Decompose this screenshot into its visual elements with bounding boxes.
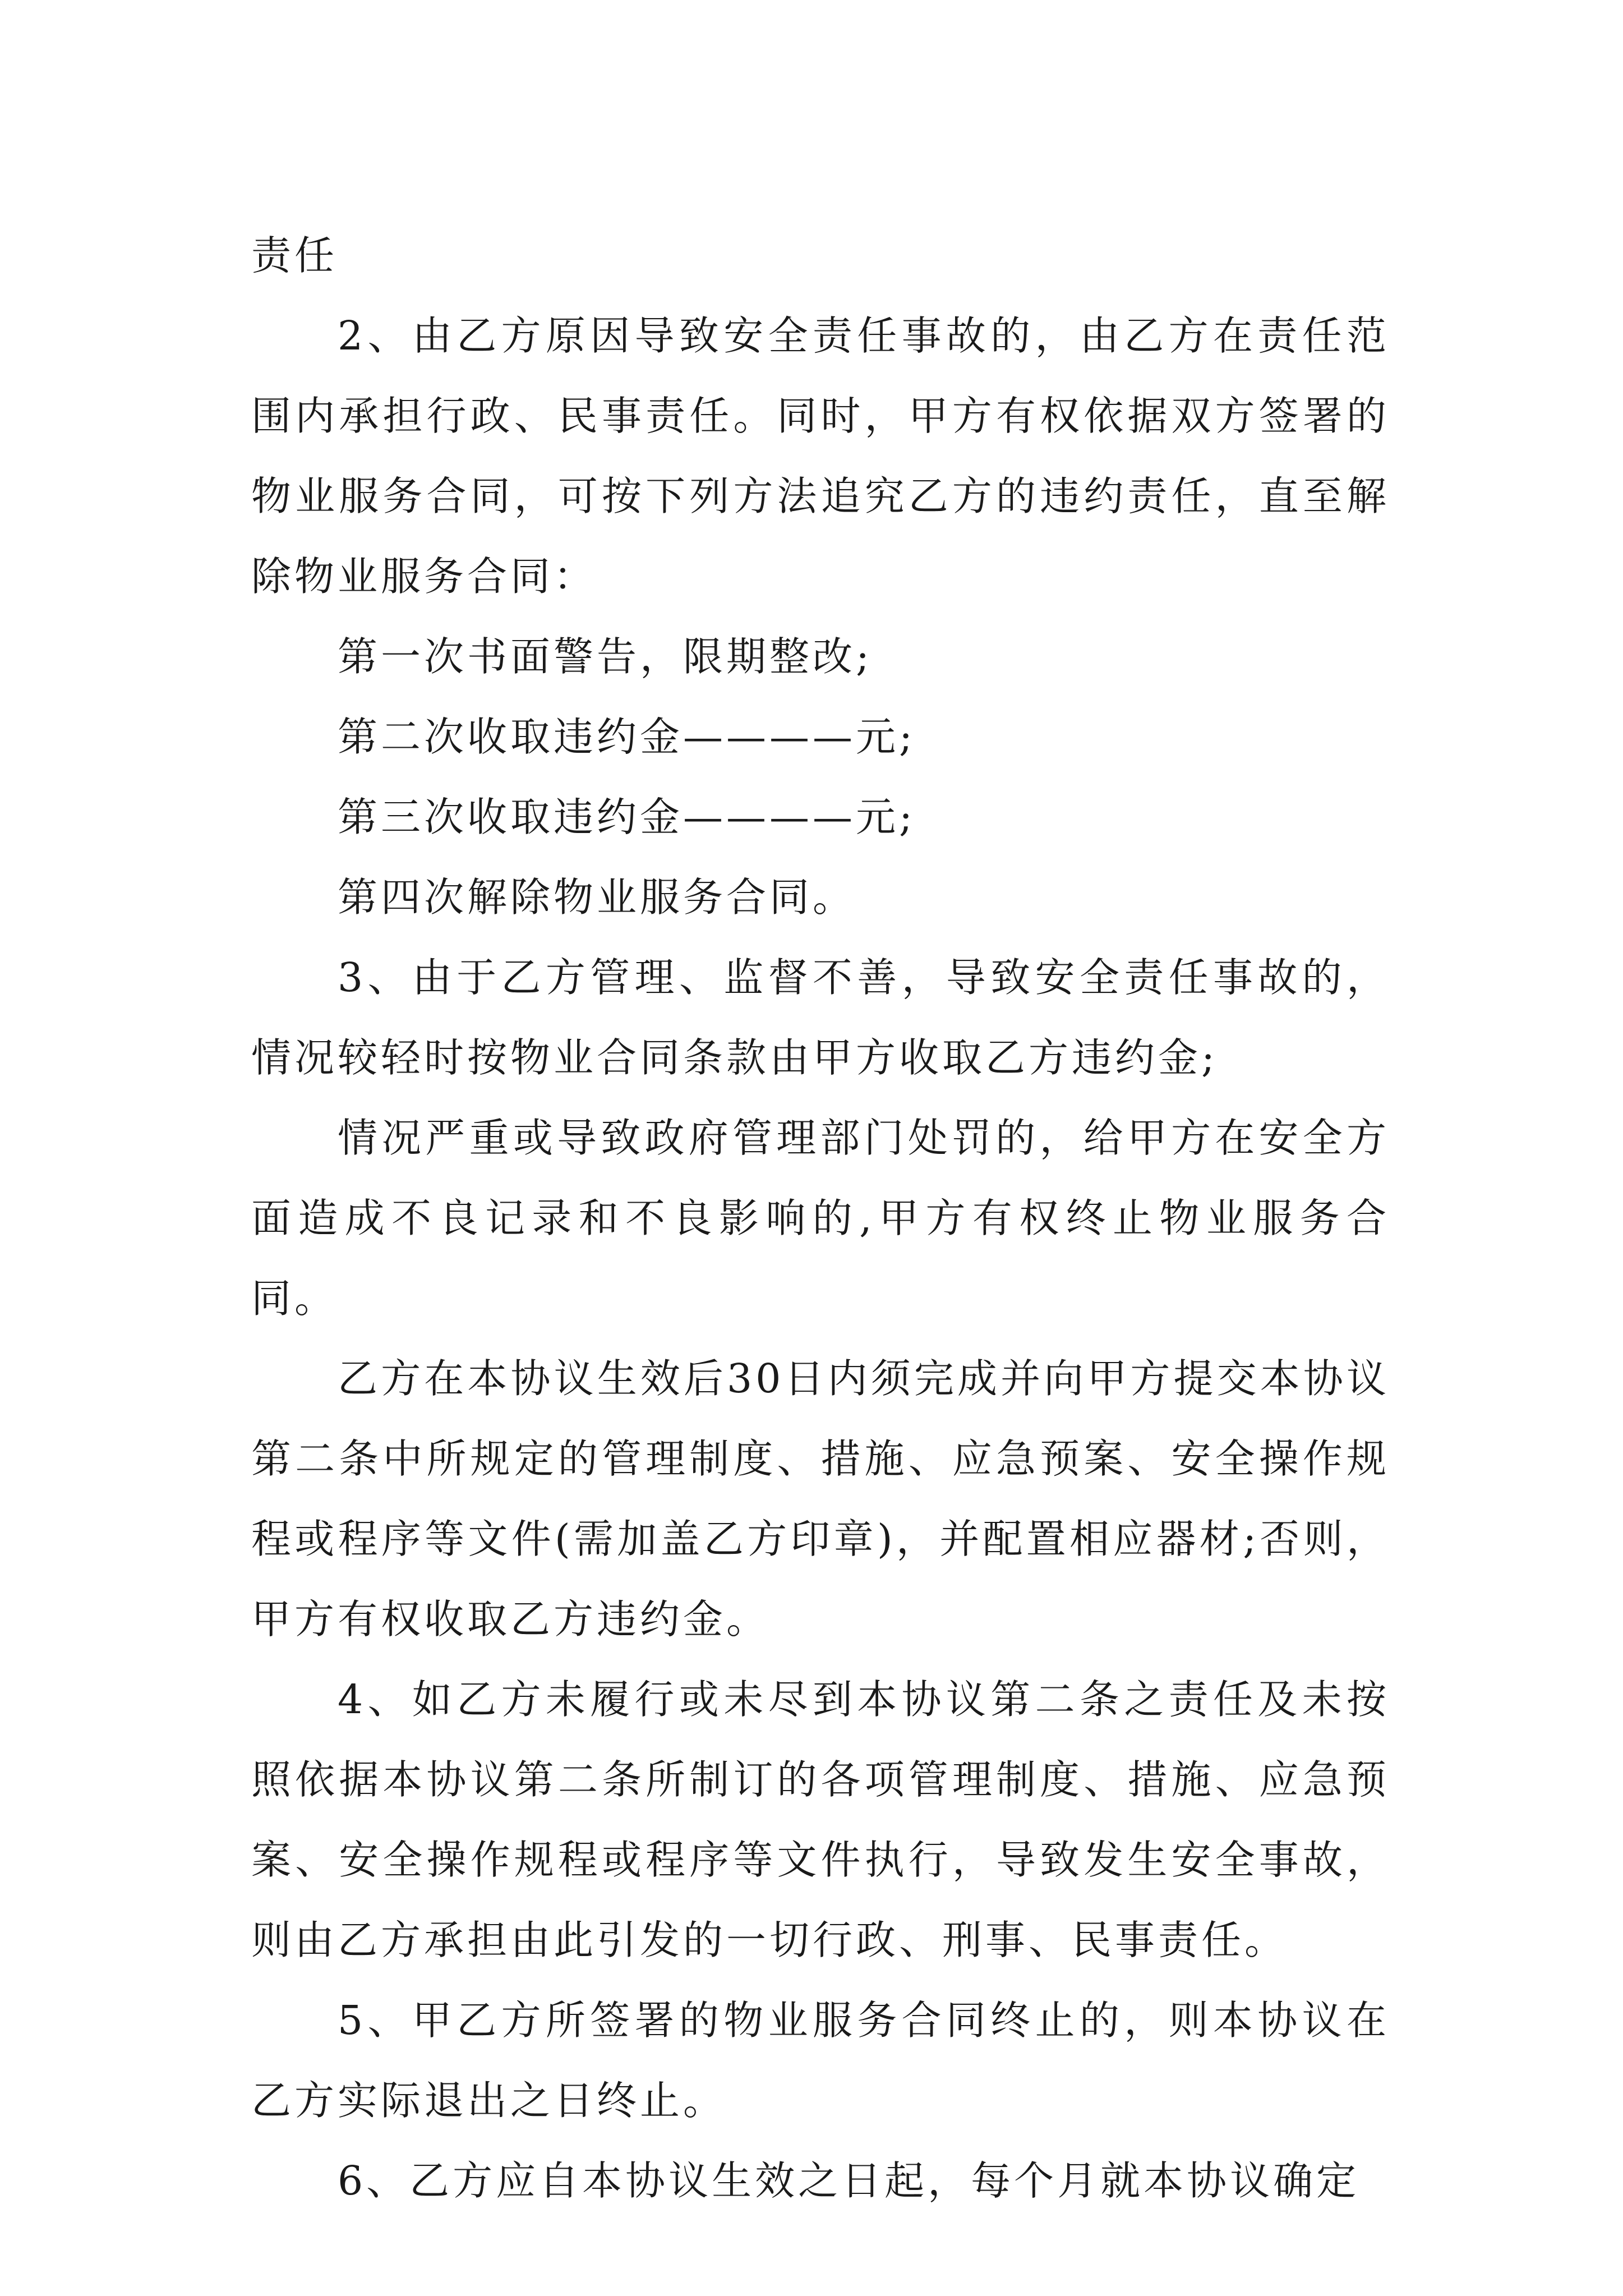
penalty-item-2: 第二次收取违约金————元;: [338, 714, 916, 760]
penalty-item-4: 第四次解除物业服务合同。: [338, 874, 856, 921]
paragraph-serious-case: 情况严重或导致政府管理部门处罚的，给甲方在安全方面造成不良记录和不良影响的,甲方有权终止物业服务合同。: [251, 1115, 1390, 1322]
paragraph-submission-deadline: 乙方在本协议生效后30日内须完成并向甲方提交本协议第二条中所规定的管理制度、措施、应急预案、安全操作规程或程序等文件(需加盖乙方印章)，并配置相应器材;否则，甲方有权收取乙方违约金。: [251, 1355, 1390, 1642]
paragraph-continuation: 责任: [251, 232, 338, 279]
penalty-item-3: 第三次收取违约金————元;: [338, 794, 916, 840]
penalty-item-1: 第一次书面警告，限期整改;: [338, 633, 873, 680]
paragraph-clause-6: 6、乙方应自本协议生效之日起，每个月就本协议确定: [338, 2157, 1360, 2204]
paragraph-clause-3: 3、由于乙方管理、监督不善，导致安全责任事故的，情况较轻时按物业合同条款由甲方收取乙方违约金;: [251, 954, 1390, 1081]
paragraph-clause-4: 4、如乙方未履行或未尽到本协议第二条之责任及未按照依据本协议第二条所制订的各项管理制度、措施、应急预案、安全操作规程或程序等文件执行，导致发生安全事故，则由乙方承担由此引发的一切行政、刑事、民事责任。: [251, 1676, 1390, 1963]
paragraph-clause-2: 2、由乙方原因导致安全责任事故的，由乙方在责任范围内承担行政、民事责任。同时，甲方有权依据双方签署的物业服务合同，可按下列方法追究乙方的违约责任，直至解除物业服务合同：: [251, 312, 1390, 600]
document-page: [251, 215, 1390, 2221]
paragraph-clause-5: 5、甲乙方所签署的物业服务合同终止的，则本协议在乙方实际退出之日终止。: [251, 1997, 1390, 2124]
